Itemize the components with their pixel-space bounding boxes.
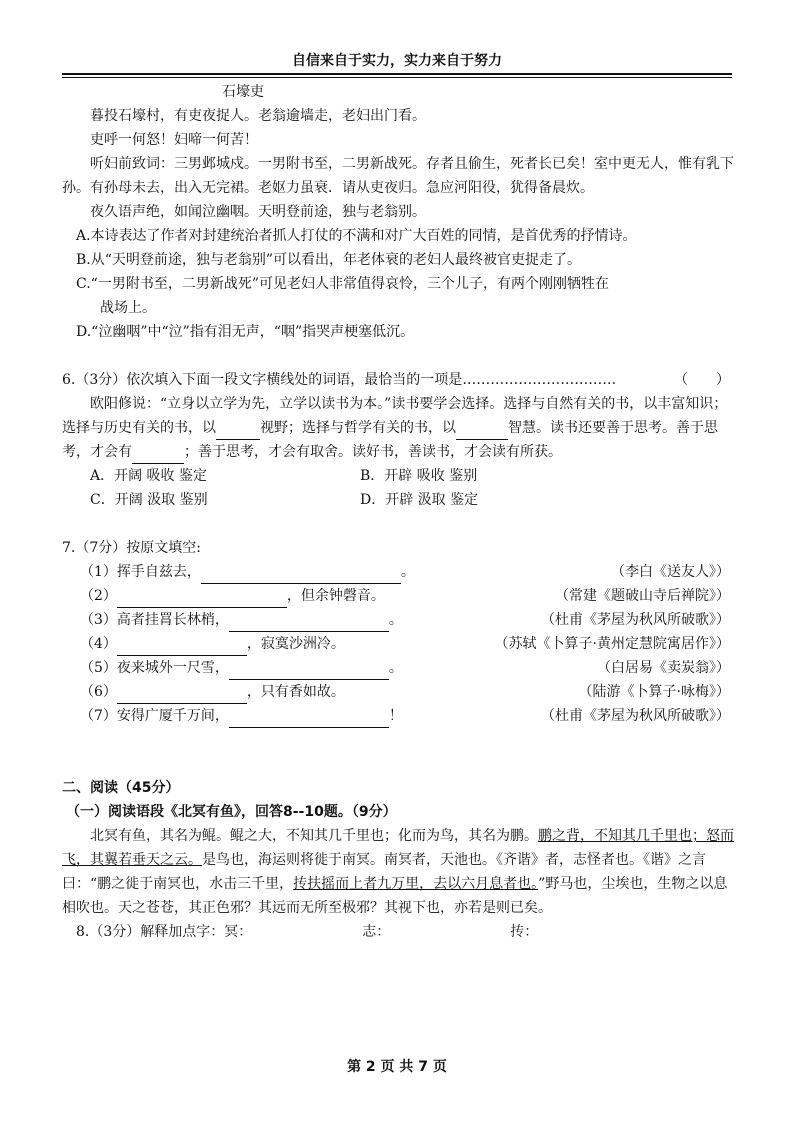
q7-item-number: （6） bbox=[80, 684, 117, 700]
q7-item-source: （白居易《卖炭翁》） bbox=[597, 660, 730, 676]
q7-item-source: （陆游《卜算子·咏梅》） bbox=[578, 684, 730, 700]
passage-part-1: 北冥有鱼，其名为鲲。鲲之大，不知其几千里也；化而为鸟，其名为鹏。 bbox=[90, 828, 538, 844]
q6-passage-d: ；善于思考，才会有取舍。读好书，善读书，才会读有所获。 bbox=[184, 444, 562, 460]
q7-blank[interactable] bbox=[229, 615, 389, 632]
page-footer: 第 2 页 共 7 页 bbox=[347, 1059, 447, 1075]
q6-blank-1[interactable] bbox=[216, 423, 260, 440]
q7-blank[interactable] bbox=[117, 591, 287, 608]
q7-item-6 bbox=[62, 680, 738, 704]
q6-passage-b: 视野；选择与哲学有关的书，以 bbox=[260, 420, 456, 436]
q7-item-text: 夜来城外一尺雪， bbox=[116, 660, 229, 676]
q7-item-number: （5） bbox=[80, 660, 117, 676]
q7-blank[interactable] bbox=[117, 639, 247, 656]
passage-underlined-2: 抟扶摇而上者九万里，去以六月息者也。 bbox=[293, 876, 539, 892]
header-rule-thin bbox=[62, 77, 732, 78]
q6-stem-text: 6.（3分）依次填入下面一段文字横线处的词语，最恰当的一项是…………………………… bbox=[62, 372, 617, 388]
q5-option-a: A.本诗表达了作者对封建统治者抓人打仗的不满和对广大百姓的同情，是首优秀的抒情诗。 bbox=[76, 228, 637, 244]
q7-item-text: ，只有香如故。 bbox=[246, 684, 345, 700]
q7-stem: 7.（7分）按原文填空: bbox=[62, 540, 201, 556]
q6-option-c: C．开阔 汲取 鉴别 bbox=[90, 492, 208, 508]
q6-passage bbox=[62, 392, 738, 464]
passage-part-3: ”野马也，尘埃也，生物之以息相吹也。天之苍苍，其正色邪？其远而无所至极邪？其视下也，亦若是则已矣。 bbox=[62, 876, 728, 916]
q7-item-7 bbox=[62, 704, 738, 728]
q7-item-source: （李白《送友人》） bbox=[611, 564, 730, 580]
poem-line-4: 夜久语声绝，如闻泣幽咽。天明登前途，独与老翁别。 bbox=[90, 204, 426, 220]
q7-blank[interactable] bbox=[229, 711, 389, 728]
q6-blank-2[interactable] bbox=[456, 423, 508, 440]
q6-answer-paren: （ ） bbox=[674, 372, 730, 388]
spacer bbox=[62, 752, 738, 776]
q6-passage-c: 智慧。读书还要善于思考。善于思考，才会有 bbox=[62, 420, 718, 460]
q8-ming: 8.（3分）解释加点字：冥： bbox=[76, 924, 253, 940]
q7-item-number: （4） bbox=[80, 636, 117, 652]
q7-item-source: （杜甫《茅屋为秋风所破歌》） bbox=[541, 612, 730, 628]
q8-tuan: 抟： bbox=[510, 924, 539, 940]
poem-title: 石壕吏 bbox=[222, 84, 264, 100]
q7-item-1 bbox=[62, 560, 738, 584]
q7-item-text: ！ bbox=[388, 708, 403, 724]
q6-option-a: A．开阔 吸收 鉴定 bbox=[90, 468, 208, 484]
q6-passage-a: 欧阳修说：“立身以立学为先，立学以读书为本。”读书要学会选择。选择与自然有关的书，以丰富知识；选择与历史有关的书，以 bbox=[62, 396, 728, 436]
section-2-title: 二、阅读（45分） bbox=[62, 780, 180, 796]
q7-item-source: （苏轼《卜算子·黄州定慧院寓居作》） bbox=[494, 636, 730, 652]
q7-item-4 bbox=[62, 632, 738, 656]
q7-blank[interactable] bbox=[117, 687, 247, 704]
q6-stem bbox=[62, 368, 738, 392]
page-content bbox=[62, 80, 738, 944]
q7-item-text: 。 bbox=[400, 564, 415, 580]
spacer bbox=[62, 728, 738, 752]
q8-zhi: 志： bbox=[362, 924, 391, 940]
q7-item-source: （常建《题破山寺后禅院》） bbox=[555, 588, 730, 604]
poem-line-3: 听妇前致词：三男邺城戍。一男附书至，二男新战死。存者且偷生，死者长已矣！室中更无人，惟有乳下孙。有孙母未去，出入无完裙。老妪力虽衰．请从吏夜归。急应河阳役，犹得备晨炊。 bbox=[62, 156, 734, 196]
passage-part-2: 是鸟也，海运则将徙于南冥。南冥者，天池也。《齐谐》者，志怪者也。《谐》之言曰：“鹏之徙于南冥也，水击三千里， bbox=[62, 852, 706, 892]
q5-option-b: B.从“天明登前途，独与老翁别”可以看出，年老体衰的老妇人最终被官吏捉走了。 bbox=[76, 252, 582, 268]
q7-item-text: 。 bbox=[388, 612, 403, 628]
passage-underlined-1: 鹏之背，不知其几千里也；怒而飞，其翼若垂天之云。 bbox=[62, 828, 734, 868]
q7-item-number: （2） bbox=[80, 588, 117, 604]
spacer bbox=[62, 344, 738, 368]
page-header-motto: 自信来自于实力，实力来自于努力 bbox=[292, 53, 502, 69]
q7-item-source: （杜甫《茅屋为秋风所破歌》） bbox=[541, 708, 730, 724]
q7-item-2 bbox=[62, 584, 738, 608]
q5-option-d: D.“泣幽咽”中“泣”指有泪无声，“咽”指哭声梗塞低沉。 bbox=[76, 324, 415, 340]
q6-options-row-2 bbox=[62, 488, 738, 512]
q8-stem bbox=[62, 920, 738, 944]
q7-item-5 bbox=[62, 656, 738, 680]
header-rule-thick bbox=[62, 73, 732, 75]
q7-item-number: （1） bbox=[80, 564, 117, 580]
q7-item-number: （7） bbox=[80, 708, 117, 724]
spacer bbox=[62, 512, 738, 536]
q7-item-text: 高者挂罥长林梢， bbox=[116, 612, 229, 628]
q7-blank[interactable] bbox=[229, 663, 389, 680]
q6-option-b: B．开辟 吸收 鉴别 bbox=[360, 468, 478, 484]
poem-line-1: 暮投石壕村，有吏夜捉人。老翁逾墙走，老妇出门看。 bbox=[90, 108, 426, 124]
q7-item-text: 挥手自兹去， bbox=[116, 564, 201, 580]
q6-options-row-1 bbox=[62, 464, 738, 488]
q5-option-c-cont: 战场上。 bbox=[100, 300, 156, 316]
section-2-subtitle: （一）阅读语段《北冥有鱼》，回答8--10题。（9分） bbox=[66, 804, 397, 820]
q6-option-d: D．开辟 汲取 鉴定 bbox=[360, 492, 479, 508]
reading-passage bbox=[62, 824, 738, 920]
poem-line-2: 吏呼一何怒！妇啼一何苦！ bbox=[90, 132, 258, 148]
q5-option-c: C.“一男附书至，二男新战死”可见老妇人非常值得哀怜，三个儿子，有两个刚刚牺牲在 bbox=[76, 276, 609, 292]
q7-item-3 bbox=[62, 608, 738, 632]
q6-blank-3[interactable] bbox=[132, 447, 184, 464]
q7-item-text: 安得广厦千万间， bbox=[116, 708, 229, 724]
q7-item-number: （3） bbox=[80, 612, 117, 628]
q7-blank[interactable] bbox=[201, 567, 401, 584]
q7-item-text: ，但余钟磬音。 bbox=[286, 588, 385, 604]
q7-item-text: 。 bbox=[388, 660, 403, 676]
q7-item-text: ，寂寞沙洲冷。 bbox=[246, 636, 345, 652]
